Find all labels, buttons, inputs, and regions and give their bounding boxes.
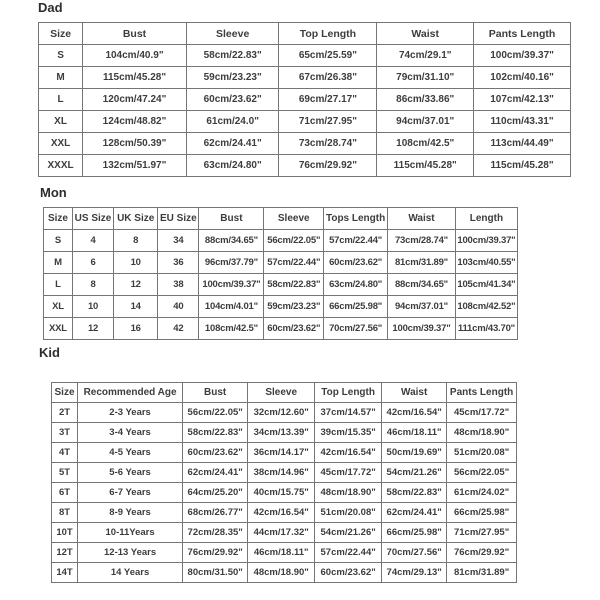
table-cell: 34 bbox=[158, 230, 199, 252]
header-cell: Size bbox=[44, 208, 73, 230]
table-cell: 48cm/18.90" bbox=[447, 423, 517, 443]
table-cell: 2-3 Years bbox=[78, 403, 183, 423]
table-cell: 54cm/21.26" bbox=[315, 523, 382, 543]
header-cell: Sleeve bbox=[248, 383, 315, 403]
table-cell: 4 bbox=[72, 230, 113, 252]
table-cell: 115cm/45.28" bbox=[474, 155, 571, 177]
table-cell: 57cm/22.44" bbox=[315, 543, 382, 563]
header-row bbox=[52, 383, 517, 403]
table-row bbox=[52, 403, 517, 423]
table-cell: 36cm/14.17" bbox=[248, 443, 315, 463]
table-cell: 71cm/27.95" bbox=[279, 111, 377, 133]
table-cell: 100cm/39.37" bbox=[455, 230, 517, 252]
table-cell: 5-6 Years bbox=[78, 463, 183, 483]
table-cell: 60cm/23.62" bbox=[324, 252, 388, 274]
table-cell: 14 bbox=[114, 296, 158, 318]
table-cell: 107cm/42.13" bbox=[474, 89, 571, 111]
table-cell: 110cm/43.31" bbox=[474, 111, 571, 133]
table-cell: 10 bbox=[114, 252, 158, 274]
table-cell: 88cm/34.65" bbox=[199, 230, 264, 252]
table-cell: 42cm/16.54" bbox=[248, 503, 315, 523]
table-cell: 12T bbox=[52, 543, 78, 563]
table-cell: 70cm/27.56" bbox=[382, 543, 447, 563]
table-cell: 56cm/22.05" bbox=[183, 403, 248, 423]
table-cell: 76cm/29.92" bbox=[183, 543, 248, 563]
header-cell: Waist bbox=[382, 383, 447, 403]
table-cell: 74cm/29.13" bbox=[382, 563, 447, 583]
table-cell: 64cm/25.20" bbox=[183, 483, 248, 503]
table-cell: 96cm/37.79" bbox=[199, 252, 264, 274]
header-row bbox=[44, 208, 518, 230]
table-row bbox=[44, 230, 518, 252]
table-cell: M bbox=[44, 252, 73, 274]
table-cell: 10T bbox=[52, 523, 78, 543]
table-cell: 8T bbox=[52, 503, 78, 523]
table-cell: 39cm/15.35" bbox=[315, 423, 382, 443]
table-cell: 108cm/42.52" bbox=[455, 296, 517, 318]
table-cell: 6T bbox=[52, 483, 78, 503]
table-cell: 115cm/45.28" bbox=[83, 67, 187, 89]
header-cell: Recommended Age bbox=[78, 383, 183, 403]
table-cell: 104cm/4.01" bbox=[199, 296, 264, 318]
table-cell: 14 Years bbox=[78, 563, 183, 583]
table-cell: 81cm/31.89" bbox=[388, 252, 456, 274]
header-row bbox=[39, 23, 571, 45]
table-cell: 51cm/20.08" bbox=[447, 443, 517, 463]
header-cell: Waist bbox=[377, 23, 474, 45]
kid-size-table bbox=[51, 382, 517, 583]
table-cell: 57cm/22.44" bbox=[264, 252, 324, 274]
table-cell: 2T bbox=[52, 403, 78, 423]
table-cell: 108cm/42.5" bbox=[199, 318, 264, 340]
header-cell: Bust bbox=[183, 383, 248, 403]
header-cell: Size bbox=[52, 383, 78, 403]
table-cell: 88cm/34.65" bbox=[388, 274, 456, 296]
table-cell: 74cm/29.1" bbox=[377, 45, 474, 67]
table-row bbox=[44, 274, 518, 296]
table-cell: 104cm/40.9" bbox=[83, 45, 187, 67]
table-row bbox=[39, 155, 571, 177]
table-cell: 100cm/39.37" bbox=[474, 45, 571, 67]
kid-section-title: Kid bbox=[39, 345, 60, 360]
table-cell: 66cm/25.98" bbox=[324, 296, 388, 318]
table-cell: 66cm/25.98" bbox=[447, 503, 517, 523]
header-cell: US Size bbox=[72, 208, 113, 230]
table-cell: XL bbox=[39, 111, 83, 133]
table-cell: 12 bbox=[72, 318, 113, 340]
header-cell: Sleeve bbox=[186, 23, 279, 45]
table-cell: 4T bbox=[52, 443, 78, 463]
table-cell: 16 bbox=[114, 318, 158, 340]
table-cell: 76cm/29.92" bbox=[447, 543, 517, 563]
table-cell: 128cm/50.39" bbox=[83, 133, 187, 155]
table-cell: 48cm/18.90" bbox=[248, 563, 315, 583]
header-cell: Bust bbox=[199, 208, 264, 230]
dad-section-title: Dad bbox=[38, 0, 63, 15]
table-row bbox=[39, 89, 571, 111]
table-cell: XXL bbox=[44, 318, 73, 340]
table-cell: 103cm/40.55" bbox=[455, 252, 517, 274]
header-cell: Tops Length bbox=[324, 208, 388, 230]
table-cell: 115cm/45.28" bbox=[377, 155, 474, 177]
table-row bbox=[44, 296, 518, 318]
table-cell: 60cm/23.62" bbox=[315, 563, 382, 583]
table-cell: 72cm/28.35" bbox=[183, 523, 248, 543]
table-row bbox=[52, 503, 517, 523]
table-cell: 113cm/44.49" bbox=[474, 133, 571, 155]
table-cell: 38cm/14.96" bbox=[248, 463, 315, 483]
table-cell: 62cm/24.41" bbox=[382, 503, 447, 523]
table-row bbox=[44, 318, 518, 340]
table-cell: 44cm/17.32" bbox=[248, 523, 315, 543]
table-cell: XL bbox=[44, 296, 73, 318]
table-cell: 8 bbox=[114, 230, 158, 252]
table-cell: 42cm/16.54" bbox=[382, 403, 447, 423]
table-cell: 3-4 Years bbox=[78, 423, 183, 443]
table-cell: 81cm/31.89" bbox=[447, 563, 517, 583]
table-cell: XXL bbox=[39, 133, 83, 155]
header-cell: Sleeve bbox=[264, 208, 324, 230]
header-cell: Length bbox=[455, 208, 517, 230]
table-cell: 10 bbox=[72, 296, 113, 318]
table-cell: 46cm/18.11" bbox=[382, 423, 447, 443]
table-cell: 32cm/12.60" bbox=[248, 403, 315, 423]
table-row bbox=[39, 133, 571, 155]
table-cell: 38 bbox=[158, 274, 199, 296]
table-cell: 94cm/37.01" bbox=[388, 296, 456, 318]
table-cell: 69cm/27.17" bbox=[279, 89, 377, 111]
table-cell: 61cm/24.0" bbox=[186, 111, 279, 133]
table-cell: L bbox=[39, 89, 83, 111]
table-cell: 100cm/39.37" bbox=[199, 274, 264, 296]
table-cell: 76cm/29.92" bbox=[279, 155, 377, 177]
table-cell: 45cm/17.72" bbox=[447, 403, 517, 423]
table-cell: 60cm/23.62" bbox=[264, 318, 324, 340]
table-cell: 34cm/13.39" bbox=[248, 423, 315, 443]
table-cell: 56cm/22.05" bbox=[264, 230, 324, 252]
table-cell: 6 bbox=[72, 252, 113, 274]
table-cell: 45cm/17.72" bbox=[315, 463, 382, 483]
table-cell: 42 bbox=[158, 318, 199, 340]
table-cell: 94cm/37.01" bbox=[377, 111, 474, 133]
table-cell: 61cm/24.02" bbox=[447, 483, 517, 503]
table-cell: 58cm/22.83" bbox=[183, 423, 248, 443]
table-cell: 42cm/16.54" bbox=[315, 443, 382, 463]
table-row bbox=[39, 45, 571, 67]
table-cell: S bbox=[44, 230, 73, 252]
table-row bbox=[52, 463, 517, 483]
table-cell: XXXL bbox=[39, 155, 83, 177]
mom-section-title: Mon bbox=[40, 185, 67, 200]
table-cell: 59cm/23.23" bbox=[186, 67, 279, 89]
table-cell: 58cm/22.83" bbox=[382, 483, 447, 503]
table-cell: 102cm/40.16" bbox=[474, 67, 571, 89]
table-cell: 50cm/19.69" bbox=[382, 443, 447, 463]
table-cell: 36 bbox=[158, 252, 199, 274]
table-cell: 8 bbox=[72, 274, 113, 296]
table-cell: 40 bbox=[158, 296, 199, 318]
table-cell: 5T bbox=[52, 463, 78, 483]
table-cell: 63cm/24.80" bbox=[186, 155, 279, 177]
table-cell: 6-7 Years bbox=[78, 483, 183, 503]
table-cell: 4-5 Years bbox=[78, 443, 183, 463]
table-cell: 57cm/22.44" bbox=[324, 230, 388, 252]
header-cell: Pants Length bbox=[447, 383, 517, 403]
table-cell: 60cm/23.62" bbox=[183, 443, 248, 463]
header-cell: Pants Length bbox=[474, 23, 571, 45]
table-row bbox=[52, 523, 517, 543]
table-cell: L bbox=[44, 274, 73, 296]
table-cell: 10-11Years bbox=[78, 523, 183, 543]
table-cell: 14T bbox=[52, 563, 78, 583]
table-row bbox=[52, 423, 517, 443]
table-cell: 65cm/25.59" bbox=[279, 45, 377, 67]
table-cell: 80cm/31.50" bbox=[183, 563, 248, 583]
header-cell: EU Size bbox=[158, 208, 199, 230]
table-row bbox=[52, 543, 517, 563]
table-cell: M bbox=[39, 67, 83, 89]
table-cell: 8-9 Years bbox=[78, 503, 183, 523]
table-cell: 73cm/28.74" bbox=[388, 230, 456, 252]
table-cell: 62cm/24.41" bbox=[186, 133, 279, 155]
table-cell: 120cm/47.24" bbox=[83, 89, 187, 111]
header-cell: Size bbox=[39, 23, 83, 45]
table-cell: 66cm/25.98" bbox=[382, 523, 447, 543]
table-cell: 46cm/18.11" bbox=[248, 543, 315, 563]
table-cell: S bbox=[39, 45, 83, 67]
table-cell: 63cm/24.80" bbox=[324, 274, 388, 296]
table-cell: 111cm/43.70" bbox=[455, 318, 517, 340]
table-cell: 62cm/24.41" bbox=[183, 463, 248, 483]
header-cell: Top Length bbox=[279, 23, 377, 45]
table-cell: 48cm/18.90" bbox=[315, 483, 382, 503]
table-cell: 132cm/51.97" bbox=[83, 155, 187, 177]
table-row bbox=[52, 563, 517, 583]
table-cell: 3T bbox=[52, 423, 78, 443]
table-row bbox=[39, 111, 571, 133]
header-cell: Top Length bbox=[315, 383, 382, 403]
table-cell: 51cm/20.08" bbox=[315, 503, 382, 523]
table-cell: 60cm/23.62" bbox=[186, 89, 279, 111]
dad-size-table bbox=[38, 22, 571, 177]
header-cell: UK Size bbox=[114, 208, 158, 230]
table-cell: 70cm/27.56" bbox=[324, 318, 388, 340]
table-cell: 12 bbox=[114, 274, 158, 296]
table-cell: 108cm/42.5" bbox=[377, 133, 474, 155]
header-cell: Bust bbox=[83, 23, 187, 45]
table-cell: 71cm/27.95" bbox=[447, 523, 517, 543]
table-cell: 58cm/22.83" bbox=[186, 45, 279, 67]
table-cell: 56cm/22.05" bbox=[447, 463, 517, 483]
table-cell: 100cm/39.37" bbox=[388, 318, 456, 340]
table-cell: 67cm/26.38" bbox=[279, 67, 377, 89]
table-cell: 105cm/41.34" bbox=[455, 274, 517, 296]
table-row bbox=[44, 252, 518, 274]
table-cell: 54cm/21.26" bbox=[382, 463, 447, 483]
table-cell: 59cm/23.23" bbox=[264, 296, 324, 318]
table-row bbox=[52, 483, 517, 503]
table-cell: 58cm/22.83" bbox=[264, 274, 324, 296]
table-row bbox=[39, 67, 571, 89]
table-cell: 68cm/26.77" bbox=[183, 503, 248, 523]
table-cell: 79cm/31.10" bbox=[377, 67, 474, 89]
table-row bbox=[52, 443, 517, 463]
table-cell: 12-13 Years bbox=[78, 543, 183, 563]
mom-size-table bbox=[43, 207, 518, 340]
table-cell: 124cm/48.82" bbox=[83, 111, 187, 133]
table-cell: 73cm/28.74" bbox=[279, 133, 377, 155]
header-cell: Waist bbox=[388, 208, 456, 230]
table-cell: 40cm/15.75" bbox=[248, 483, 315, 503]
table-cell: 37cm/14.57" bbox=[315, 403, 382, 423]
table-cell: 86cm/33.86" bbox=[377, 89, 474, 111]
